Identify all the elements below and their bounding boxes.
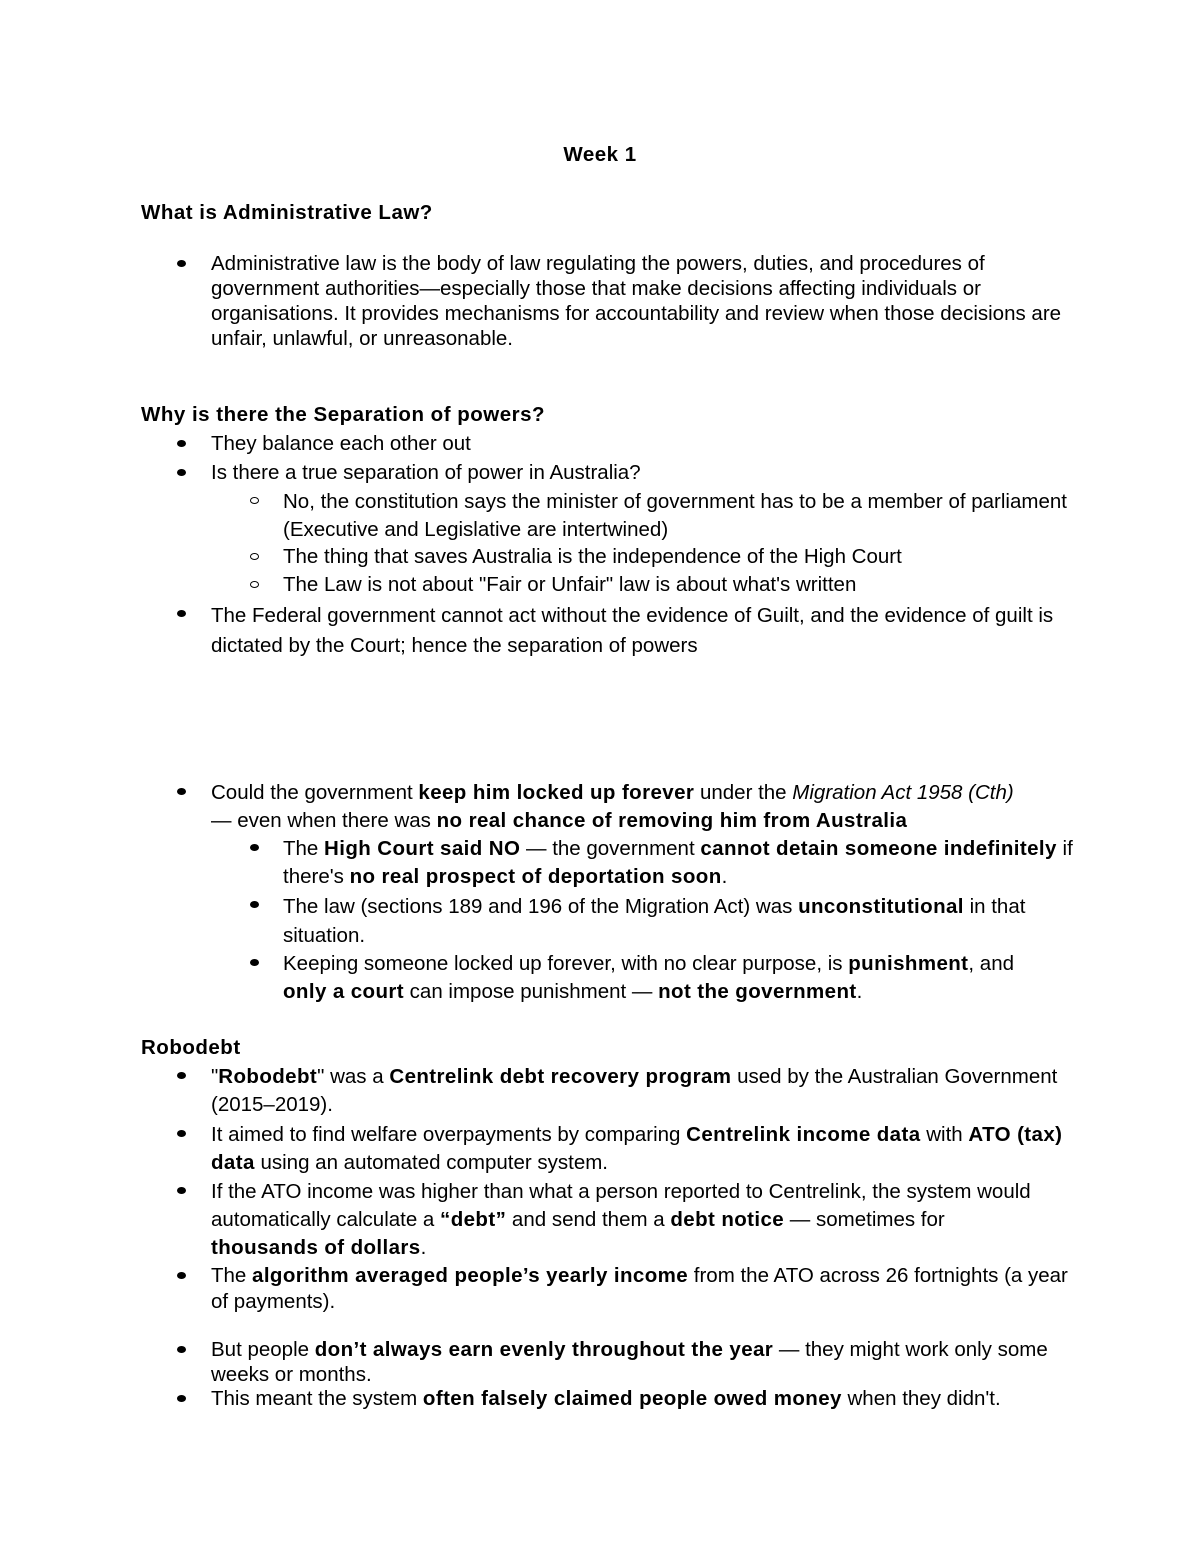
bullet-disc-icon (177, 260, 186, 267)
section-heading-admin-law: What is Administrative Law? (141, 201, 433, 224)
section-heading-robodebt: Robodebt (141, 1036, 241, 1059)
bullet-circle-icon (250, 581, 259, 588)
bullet-text: The Law is not about "Fair or Unfair" law is about what's written (283, 573, 857, 596)
bullet-text: It aimed to find welfare overpayments by comparing Centrelink income data with ATO (tax) data using an automated computer system. (211, 1123, 1063, 1174)
bullet-disc-icon (177, 1272, 186, 1279)
section-heading-separation: Why is there the Separation of powers? (141, 403, 546, 426)
bullet-disc-icon (177, 1395, 186, 1402)
bullet-disc-icon (177, 469, 186, 476)
bullet-text: Could the government keep him locked up forever under the Migration Act 1958 (Cth) — even when there was no real chance of removing him from Australia (211, 781, 1014, 832)
bullet-text: If the ATO income was higher than what a person reported to Centrelink, the system would automatically calculate a “debt” and send them a debt notice — sometimes for thousands of dollars. (211, 1180, 1031, 1259)
bullet-disc-icon (177, 1072, 186, 1079)
bullet-text: They balance each other out (211, 432, 471, 455)
bullet-text: Is there a true separation of power in Australia? (211, 461, 641, 484)
bullet-circle-icon (250, 553, 259, 560)
bullet-disc-icon (177, 1130, 186, 1137)
bullet-text: The law (sections 189 and 196 of the Migration Act) was unconstitutional in that situation. (283, 895, 1026, 947)
bullet-disc-icon (250, 959, 259, 966)
bullet-disc-icon (177, 1187, 186, 1194)
bullet-text: The Federal government cannot act without the evidence of Guilt, and the evidence of guilt is dictated by the Court; hence the separation of powers (211, 604, 1054, 657)
bullet-disc-icon (250, 901, 259, 908)
bullet-text: "Robodebt" was a Centrelink debt recovery program used by the Australian Government (2015–2019). (211, 1065, 1058, 1116)
bullet-text: This meant the system often falsely claimed people owed money when they didn't. (211, 1387, 1001, 1410)
bullet-disc-icon (177, 610, 186, 617)
page-title: Week 1 (563, 143, 637, 166)
bullet-disc-icon (177, 440, 186, 447)
bullet-disc-icon (177, 1346, 186, 1353)
bullet-text: The High Court said NO — the government cannot detain someone indefinitely if there's no real prospect of deportation soon. (283, 837, 1073, 888)
bullet-text: No, the constitution says the minister of government has to be a member of parliament (Executive and Legislative are intertwined) (283, 490, 1067, 541)
bullet-text: Keeping someone locked up forever, with no clear purpose, is punishment, and only a court can impose punishment — not the government. (283, 952, 1015, 1003)
bullet-text: Administrative law is the body of law regulating the powers, duties, and procedures of government authorities—especially those that make decisions affecting individuals or organisations. It provides mechanisms for accountability and review when those decisions are unfair, unlawful, or unreasonable. (211, 252, 1062, 350)
bullet-text: But people don’t always earn evenly throughout the year — they might work only some weeks or months. (211, 1338, 1048, 1386)
bullet-text: The thing that saves Australia is the independence of the High Court (283, 545, 902, 568)
bullet-disc-icon (250, 844, 259, 851)
bullet-text: The algorithm averaged people’s yearly income from the ATO across 26 fortnights (a year of payments). (211, 1264, 1068, 1313)
bullet-disc-icon (177, 788, 186, 795)
bullet-circle-icon (250, 497, 259, 504)
